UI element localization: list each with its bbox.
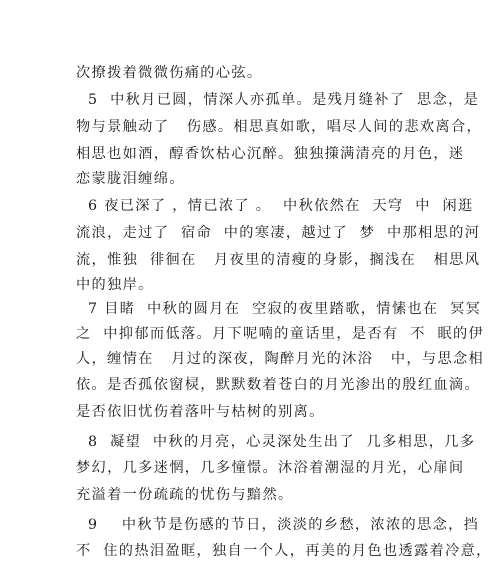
text-line: 依。是否孤依窗棂，默默数着苍白的月光渗出的殷红血滴。 <box>76 377 480 393</box>
text-line: 物与景触动了 伤感。相思真如歌，唱尽人间的悲欢离合， <box>76 119 483 135</box>
text-line: 恋蒙胧泪缠绵。 <box>76 171 185 187</box>
text-line: 中的独岸。 <box>76 277 154 293</box>
text-line: 6 夜已深了 ，情已浓了 。 中秋依然在 天穹 中 闲逛 <box>88 198 474 214</box>
text-line: 充溢着一份疏疏的忧伤与黯然。 <box>76 487 294 503</box>
text-line: 之 中抑郁而低落。月下呢喃的童话里，是否有 不 眠的伊 <box>76 326 485 342</box>
text-line: 流浪，走过了 宿命 中的寒凄，越过了 梦 中那相思的河 <box>76 225 481 241</box>
text-line: 梦幻，几多迷惘，几多憧憬。沐浴着潮湿的月光，心扉间 <box>76 460 465 476</box>
text-line: 是否依旧忧伤着落叶与枯树的别离。 <box>76 404 325 420</box>
text-line: 7 目睹 中秋的圆月在 空寂的夜里踏歌，情愫也在 冥冥 <box>88 301 482 317</box>
text-line: 8 凝望 中秋的月亮，心灵深处生出了 几多相思，几多 <box>88 434 476 450</box>
text-line: 人，缠情在 月过的深夜，陶醉月光的沐浴 中，与思念相 <box>76 351 485 367</box>
text-line: 不 住的热泪盈眶，独自一个人，再美的月色也透露着冷意， <box>76 543 492 559</box>
text-line: 次撩拨着微微伤痛的心弦。 <box>76 65 263 81</box>
text-line: 相思也如酒，醇香饮枯心沉醉。独独㩍满清亮的月色，迷 <box>76 146 465 162</box>
text-line: 5 中秋月已圆，情深人亦孤单。是残月缝补了 思念，是 <box>88 92 480 108</box>
text-line: 9 中秋节是伤感的节日，淡淡的乡愁，浓浓的思念，挡 <box>88 517 480 533</box>
text-line: 流，惟独 徘徊在 月夜里的清瘦的身影，搁浅在 相思风 <box>76 252 481 268</box>
